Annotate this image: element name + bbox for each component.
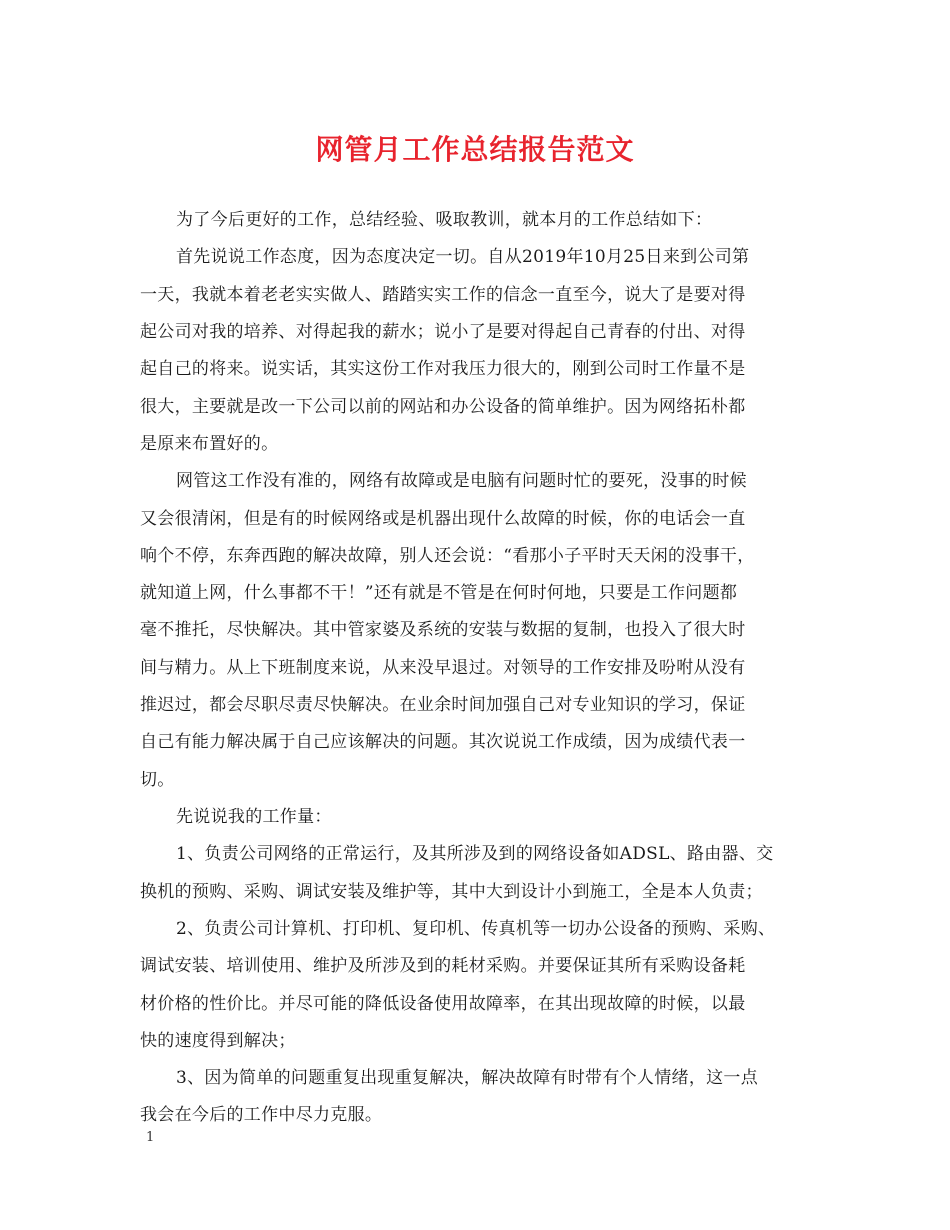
- list-item-line: 1、负责公司网络的正常运行，及其所涉及到的网络设备如ADSL、路由器、交: [176, 844, 774, 864]
- list-item-line: 调试安装、培训使用、维护及所涉及到的耗材采购。并要保证其所有采购设备耗: [140, 956, 746, 976]
- paragraph-line: 毫不推托，尽快解决。其中管家婆及系统的安装与数据的复制，也投入了很大时: [140, 620, 746, 640]
- page-number: 1: [146, 1130, 155, 1145]
- paragraph-line: 起公司对我的培养、对得起我的薪水；说小了是要对得起自己青春的付出、对得: [140, 322, 746, 342]
- paragraph-line: 推迟过，都会尽职尽责尽快解决。在业余时间加强自己对专业知识的学习，保证: [140, 695, 746, 715]
- page-title: 网管月工作总结报告范文: [315, 133, 635, 166]
- list-item-line: 快的速度得到解决；: [140, 1031, 296, 1051]
- paragraph-line: 间与精力。从上下班制度来说，从来没早退过。对领导的工作安排及吩咐从没有: [140, 658, 746, 678]
- paragraph-line: 首先说说工作态度，因为态度决定一切。自从2019年10月25日来到公司第: [176, 247, 750, 267]
- paragraph-line: 响个不停，东奔西跑的解决故障，别人还会说：“看那小子平时天天闲的没事干，: [140, 546, 755, 566]
- list-item-line: 2、负责公司计算机、打印机、复印机、传真机等一切办公设备的预购、采购、: [176, 919, 776, 939]
- list-item-line: 我会在今后的工作中尽力克服。: [140, 1105, 383, 1125]
- paragraph-line: 切。: [140, 770, 175, 790]
- list-item-line: 换机的预购、采购、调试安装及维护等，其中大到设计小到施工，全是本人负责；: [140, 882, 763, 902]
- paragraph-line: 先说说我的工作量：: [176, 807, 332, 827]
- paragraph-line: 自己有能力解决属于自己应该解决的问题。其次说说工作成绩，因为成绩代表一: [140, 732, 746, 752]
- paragraph-line: 就知道上网，什么事都不干！”还有就是不管是在何时何地，只要是工作问题都: [140, 583, 738, 603]
- paragraph-line: 网管这工作没有准的，网络有故障或是电脑有问题时忙的要死，没事的时候: [176, 471, 747, 491]
- paragraph-line: 为了今后更好的工作，总结经验、吸取教训，就本月的工作总结如下：: [176, 210, 713, 230]
- paragraph-line: 起自己的将来。说实话，其实这份工作对我压力很大的，刚到公司时工作量不是: [140, 359, 746, 379]
- list-item-line: 3、因为简单的问题重复出现重复解决，解决故障有时带有个人情绪，这一点: [176, 1068, 759, 1088]
- paragraph-line: 是原来布置好的。: [140, 434, 279, 454]
- paragraph-line: 一天，我就本着老老实实做人、踏踏实实工作的信念一直至今，说大了是要对得: [140, 285, 746, 305]
- list-item-line: 材价格的性价比。并尽可能的降低设备使用故障率，在其出现故障的时候，以最: [140, 994, 746, 1014]
- paragraph-line: 又会很清闲，但是有的时候网络或是机器出现什么故障的时候，你的电话会一直: [140, 509, 746, 529]
- paragraph-line: 很大，主要就是改一下公司以前的网站和办公设备的简单维护。因为网络拓朴都: [140, 397, 746, 417]
